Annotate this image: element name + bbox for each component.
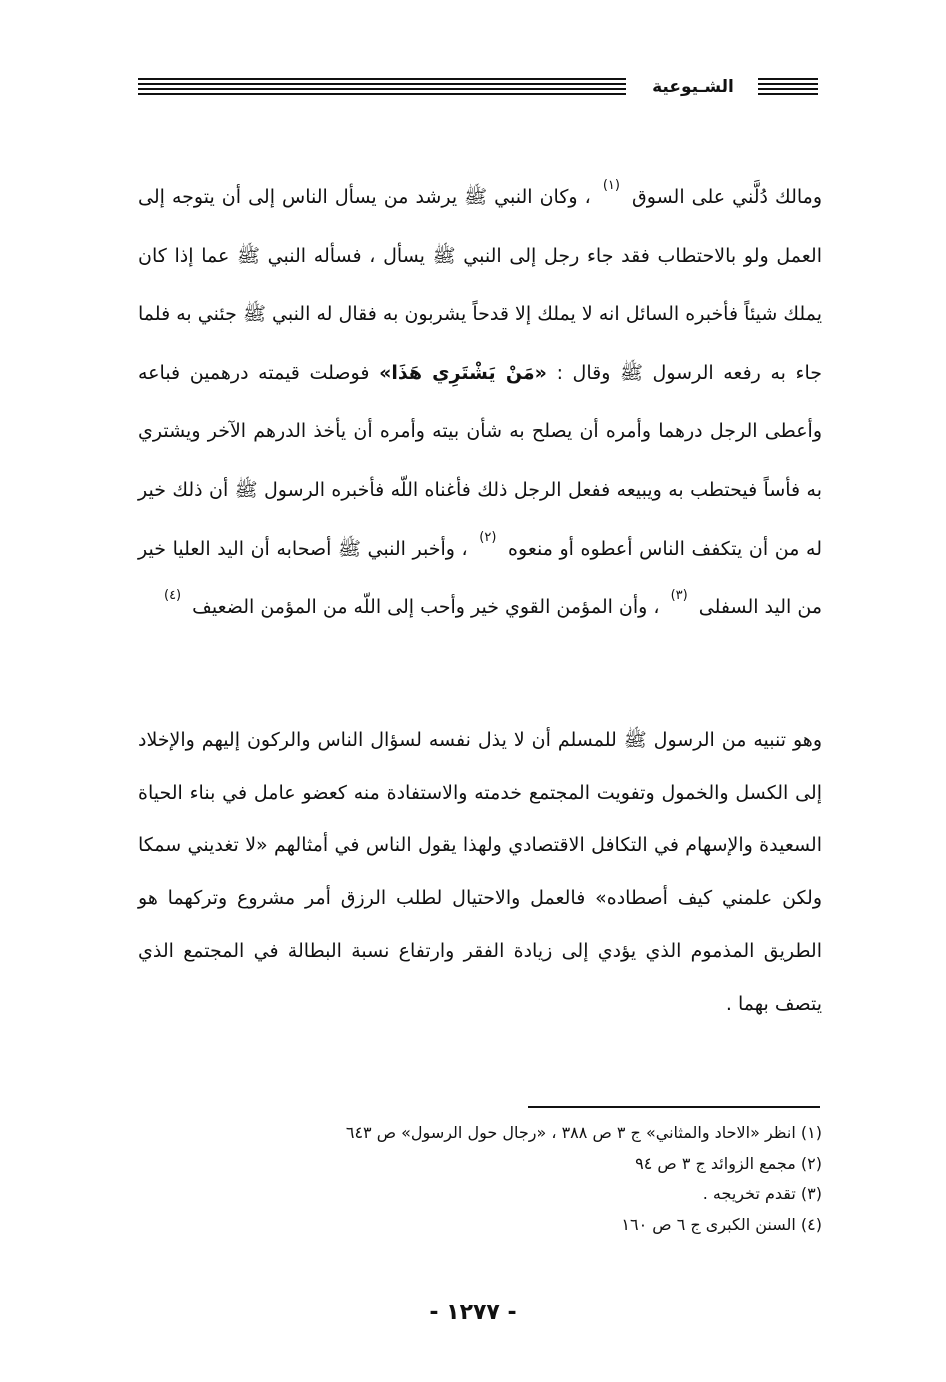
paragraph-text: فوصلت قيمته درهمين فباعه وأعطى الرجل درهما وأمره أن يصلح به شأن بيته وأمره أن يأخذ الدرهم الآخر ويشتري به فأساً فيحتطب به ويبيعه ففعل الرجل ذلك فأغناه اللّه فأخبره الرسول ﷺ أن ذلك خير له من أن يتكفف الناس أعطوه أو منعوه bbox=[138, 361, 822, 560]
paragraph-text: ، وأخبر النبي ﷺ أصحابه أن اليد العليا خير من اليد السفلى bbox=[138, 537, 822, 619]
running-title: الشـيوعية bbox=[652, 77, 734, 97]
body-paragraph-2 bbox=[138, 714, 822, 1030]
footnotes bbox=[138, 1118, 822, 1240]
footnote-ref-1: (١) bbox=[602, 178, 620, 193]
footnote-ref-4: (٤) bbox=[163, 588, 182, 604]
footnote-3: (٣) تقدم تخريجه . bbox=[702, 1184, 822, 1203]
header-rule-left bbox=[138, 78, 626, 98]
page-number: - ١٢٧٧ - bbox=[429, 1300, 517, 1325]
footnote-1: (١) انظر «الاحاد والمثاني» ج ٣ ص ٣٨٨ ، «رجال حول الرسول» ص ٦٤٣ bbox=[345, 1123, 822, 1142]
body-paragraph-1 bbox=[138, 168, 822, 637]
footnote-4: (٤) السنن الكبرى ج ٦ ص ١٦٠ bbox=[621, 1214, 822, 1234]
footnote-2: (٢) مجمع الزوائد ج ٣ ص ٩٤ bbox=[635, 1153, 822, 1173]
footnote-ref-3: (٣) bbox=[670, 588, 688, 604]
paragraph-text: وهو تنبيه من الرسول ﷺ للمسلم أن لا يذل نفسه لسؤال الناس والركون إليهم والإخلاد إلى الكسل والخمول وتفويت المجتمع خدمته والاستفادة منه كعضو عامل في بناء الحياة السعيدة والإسهام في التكافل الاقتصادي ولهذا يقول الناس في أمثالهم «لا تغديني سمكا ولكن علمني كيف أصطاده» فالعمل والاحتيال لطلب الرزق أمر مشروع وتركهما هو الطريق المذموم الذي يؤدي إلى زيادة الفقر وارتفاع نسبة البطالة في المجتمع الذي يتصف بهما . bbox=[138, 729, 822, 1015]
hadith-quote: «مَنْ يَشْتَرِي هَذَا» bbox=[379, 361, 547, 384]
paragraph-text: ، وكان النبي ﷺ يرشد من يسأل الناس إلى أن يتوجه إلى العمل ولو بالاحتطاب فقد جاء رجل إلى النبي ﷺ يسأل ، فسأله النبي ﷺ عما إذا كان يملك شيئاً فأخبره السائل انه لا يملك إلا قدحاً يشربون به فقال له النبي ﷺ جئني به فلما جاء به رفعه الرسول ﷺ وقال : bbox=[138, 186, 822, 384]
footnote-ref-2: (٢) bbox=[479, 529, 497, 545]
header-rule-right bbox=[758, 78, 818, 98]
paragraph-text: ومالك دُلَّني على السوق bbox=[632, 186, 822, 208]
footnote-separator bbox=[528, 1106, 820, 1108]
running-header bbox=[138, 72, 818, 102]
paragraph-text: ، وأن المؤمن القوي خير وأحب إلى اللّه من المؤمن الضعيف bbox=[192, 596, 660, 619]
